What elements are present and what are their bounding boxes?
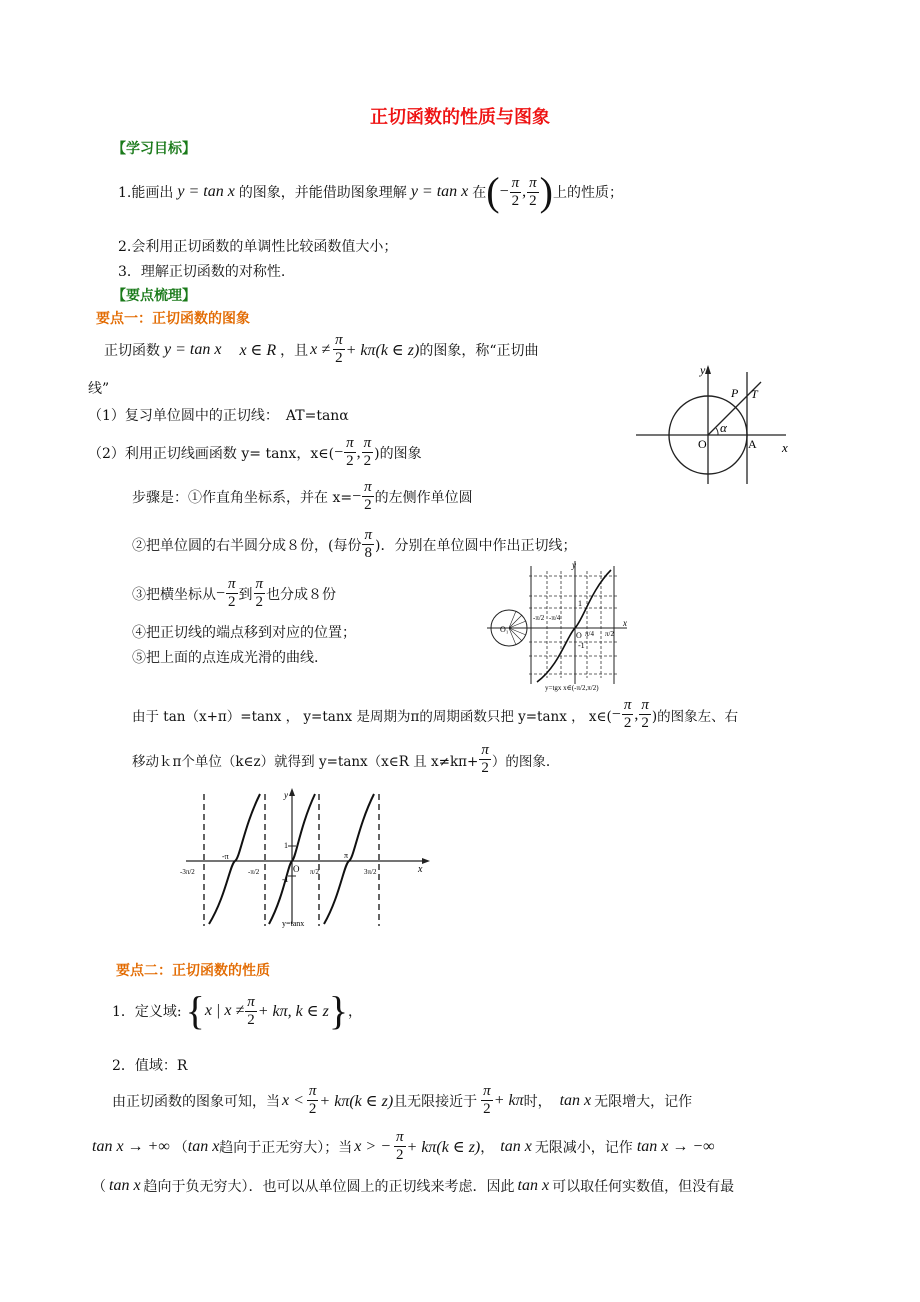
shift-text: 移动ｋπ个单位（k∈z）就得到 y=tanx（x∈R 且 x≠kπ+ $\frac{\pi}{2}$ ）的图象. — [132, 742, 551, 776]
graph-neg-one-label: -1 — [282, 875, 289, 884]
point2-heading: 要点二：正切函数的性质 — [116, 963, 270, 979]
tan-definition: 正切函数 y = tan x x ∈ R ，且 x ≠ $\frac{\pi}{2}$ + kπ(k ∈ z) 的图象，称“正切曲 — [104, 332, 539, 366]
objective-2: 2.会利用正切函数的单调性比较函数值大小； — [118, 239, 398, 255]
graph-y-label: y — [284, 790, 288, 800]
graph-neg-3pi2-label: -3π/2 — [180, 868, 195, 876]
cons-x-label: x — [623, 618, 627, 628]
step-1: （1）复习单位圆中的正切线： AT=tanα — [88, 408, 349, 424]
cons-neg-pi4-label: -π/4 — [549, 614, 561, 622]
domain-line: 1．定义域: { x | x ≠ $\frac{\pi}{2}$ + kπ, k ∈ z } ， — [112, 988, 363, 1033]
graph-pi-label: π — [344, 851, 349, 860]
cons-neg-one-label: -1 — [578, 641, 585, 650]
objective-1: 1.能画出 y = tan x 的图象，并能借助图象理解 y = tan x 在 ( − $\frac{\pi}{2}$ , $\frac{\pi}{2}$ ) 上的性质； — [118, 169, 623, 214]
cons-y-label: y — [572, 560, 576, 570]
graph-pi2-label: π/2 — [310, 868, 319, 876]
keypoints-heading: 【要点梳理】 — [112, 288, 196, 304]
unit-x-label: x — [782, 440, 788, 455]
range-line: 2．值域：R — [112, 1058, 188, 1074]
step-2: （2）利用正切线画函数 y= tanx，x∈( − $\frac{\pi}{2}$ , $\frac{\pi}{2}$ )的图象 — [88, 435, 422, 469]
substep-4: ④把正切线的端点移到对应的位置； — [132, 625, 356, 641]
cons-caption: y=tgx x∈(-π/2,π/2) — [545, 684, 599, 692]
unit-t-label: T — [751, 387, 758, 401]
graph-one-label: 1 — [284, 841, 288, 850]
unit-a-label: A — [748, 437, 757, 451]
substep-2: ②把单位圆的右半圆分成８份，(每份 $\frac{\pi}{8}$ )．分别在单位圆中作出正切线； — [132, 527, 577, 561]
cons-o-label: O — [576, 631, 582, 640]
graph-neg-pi-label: -π — [222, 852, 229, 861]
unit-o-label: O — [698, 437, 707, 451]
graph-neg-pi2-label: -π/2 — [248, 868, 260, 876]
cons-o1-label: O₁ — [500, 625, 509, 634]
substep-3: ③把横坐标从 − $\frac{\pi}{2}$ 到 $\frac{\pi}{2}$ 也分成８份 — [132, 576, 337, 610]
cons-one-label: 1 — [578, 599, 582, 608]
cons-neg-pi2-label: -π/2 — [533, 614, 545, 622]
tan-definition-cont: 线” — [88, 381, 110, 397]
graph-x-label: x — [418, 864, 423, 875]
point1-heading: 要点一：正切函数的图象 — [96, 311, 250, 327]
para-1: 由正切函数的图象可知，当 x < $\frac{\pi}{2}$ + kπ(k ∈ z) 且无限接近于 $\frac{\pi}{2}$ + kπ 时， tan x 无限增大，记作 — [112, 1083, 693, 1117]
substep-1: 步骤是：①作直角坐标系，并在 x= − $\frac{\pi}{2}$ 的左侧作单位圆 — [132, 479, 473, 513]
period-text: 由于 tan（x+π）=tanx ， y=tanx 是周期为π的周期函数只把 y=tanx ， x∈( − $\frac{\pi}{2}$ , $\frac{\pi}{2}$ )的图象左、右 — [132, 697, 739, 731]
cons-pi4-label: π/4 — [585, 630, 594, 638]
para-2: tan x → +∞ （ tan x 趋向于正无穷大）；当 x > − $\frac{\pi}{2}$ + kπ(k ∈ z) ， tan x 无限减小，记作 tan x → −∞ — [92, 1129, 715, 1163]
construction-figure — [487, 556, 637, 692]
unit-circle-figure — [636, 362, 796, 487]
unit-p-label: P — [731, 386, 739, 400]
graph-o-label: O — [293, 864, 300, 874]
graph-3pi2-label: 3π/2 — [364, 868, 377, 876]
page-title: 正切函数的性质与图象 — [370, 107, 550, 128]
cons-pi2-label: π/2 — [605, 630, 614, 638]
substep-5: ⑤把上面的点连成光滑的曲线. — [132, 650, 319, 666]
graph-caption: y=tanx — [282, 919, 305, 928]
unit-y-label: y — [700, 363, 706, 377]
tan-graph-figure — [178, 786, 436, 928]
objectives-heading: 【学习目标】 — [112, 141, 196, 157]
para-3: （ tan x 趋向于负无穷大）．也可以从单位圆上的正切线来考虑．因此 tan x 可以取任何实数值，但没有最 — [92, 1177, 735, 1195]
unit-alpha-label: α — [720, 420, 727, 435]
objective-3: 3．理解正切函数的对称性. — [118, 264, 286, 280]
